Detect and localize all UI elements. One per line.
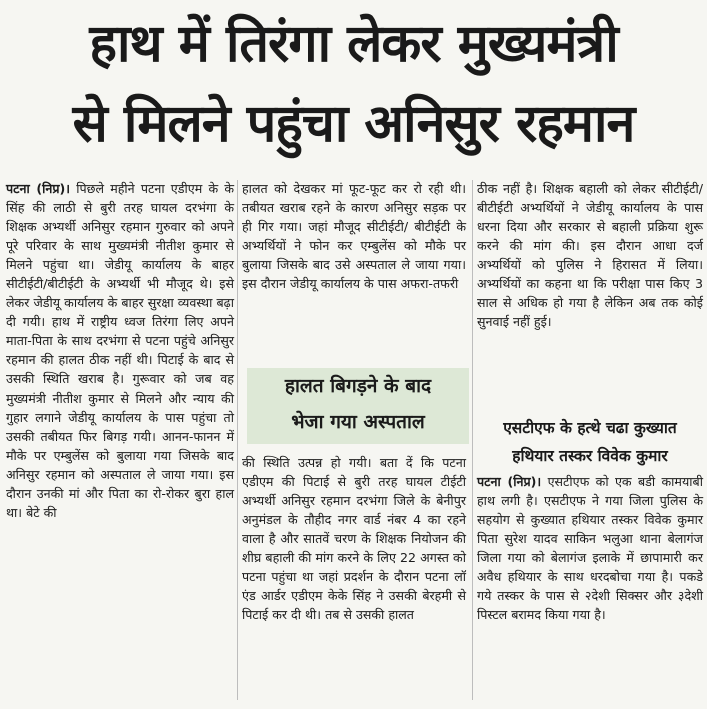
article-text: पिछले महीने पटना एडीएम के के सिंह की लाठी से बुरी तरह घायल दरभंगा के शिक्षक अभ्यर्थी अनिसुर रहमान गुरुवार को अपने पूरे परिवार के साथ मुख्यमंत्री नीतीश कुमार से मिलने पहुंचा था। जेडीयू कार्यालय के बाहर सीटीईटी/बीटीईटी के अभ्यर्थी भी मौजूद थे। इसे लेकर जेडीयू कार्यालय के बाहर सुरक्षा व्यवस्था बढ़ा दी गयी। हाथ में राष्ट्रीय ध्वज तिरंगा लिए अपने माता-पिता के साथ दरभंगा से पटना पहुंचे अनिसुर रहमान की हालत ठीक नहीं थी। पिटाई के बाद से उसकी स्थिति खराब है। गुरूवार को जब वह मुख्यमंत्री नीतीश कुमार से मिलने और न्याय की गुहार लगाने जेडीयू कार्यालय के पास पहुंचा तो उसकी तबीयत फिर बिगड़ गयी। आनन-फानन में मौके पर एम्बुलेंस को बुलाया गया जिसके बाद अनिसुर रहमान को अस्पताल ले जाया गया। इस दौरान उनकी मां और पिता का रो-रोकर बुरा हाल था। बेटे की xyxy=(6,181,234,520)
brief-text: एसटीएफ को एक बडी कामयाबी हाथ लगी है। एसटीएफ ने गया जिला पुलिस के सहयोग से कुख्यात हथियार तस्कर विवेक कुमार पिता सुरेश यादव साकिन भलुआ थाना बेलागंज जिला गया को बेलागंज इलाके में छापामारी कर अवैध हथियार के साथ धरदबोचा गया है। पकडे गये तस्कर के पास से २देशी सिक्सर और ३देशी पिस्टल बरामद किया गया है। xyxy=(477,474,703,623)
article-text: की स्थिति उत्पन्न हो गयी। बता दें कि पटना एडीएम की पिटाई से बुरी तरह घायल टीईटी अभ्यर्थी अनिसुर रहमान दरभंगा जिले के बेनीपुर अनुमंडल के तौहीद नगर वार्ड नंबर 4 का रहने वाला है और सातवें चरण के शिक्षक नियोजन की शीघ्र बहाली की मांग करने के लिए 22 अगस्त को पटना पहुंचा था जहां प्रदर्शन के दौरान पटना लॉ एंड आर्डर एडीएम केके सिंह ने उसकी बेरहमी से पिटाई कर दी थी। तब से उसकी हालत xyxy=(242,455,466,623)
headline-line-2: से मिलने पहुंचा अनिसुर रहमान xyxy=(72,94,635,154)
subheading-box xyxy=(247,368,469,444)
article-text: हालत को देखकर मां फूट-फूट कर रो रही थी। तबीयत खराब रहने के कारण अनिसुर सड़क पर ही गिर गया। जहां मौजूद सीटीईटी/ बीटीईटी के अभ्यर्थियों ने फोन कर एम्बुलेंस को मौके पर बुलाया जिसके बाद उसे अस्पताल ले जाया गया। इस दौरान जेडीयू कार्यालय के पास अफरा-तफरी xyxy=(242,181,466,292)
dateline: पटना (निप्र)। xyxy=(6,181,71,196)
article-column-2-bottom xyxy=(242,453,466,624)
column-divider xyxy=(472,180,473,700)
brief-title xyxy=(477,410,703,468)
brief-title-line-2: हथियार तस्कर विवेक कुमार xyxy=(512,447,668,465)
brief-title-line-1: एसटीएफ के हत्थे चढा कुख्यात xyxy=(503,419,677,437)
article-text: ठीक नहीं है। शिक्षक बहाली को लेकर सीटीईटी/ बीटीईटी अभ्यर्थियों ने जेडीयू कार्यालय के पास धरना दिया और सरकार से बहाली प्रक्रिया शुरू करने की मांग की। इस दौरान आधा दर्ज अभ्यर्थियों को पुलिस ने हिरासत में लिया। अभ्यर्थियों का कहना था कि परीक्षा पास किए 3 साल से अधिक हो गया है लेकिन अब तक कोई सुनवाई नहीं हुई। xyxy=(477,181,703,330)
article-column-3 xyxy=(477,179,703,331)
headline xyxy=(0,0,707,172)
article-column-2-top xyxy=(242,179,466,293)
subheading-line-2: भेजा गया अस्पताल xyxy=(291,411,425,433)
headline-line-1: हाथ में तिरंगा लेकर मुख्यमंत्री xyxy=(89,14,618,74)
brief-dateline: पटना (निप्र)। xyxy=(477,474,542,489)
brief-column xyxy=(477,472,703,624)
article-column-1 xyxy=(6,179,234,522)
column-divider xyxy=(237,180,238,700)
subheading-line-1: हालत बिगड़ने के बाद xyxy=(284,375,432,397)
